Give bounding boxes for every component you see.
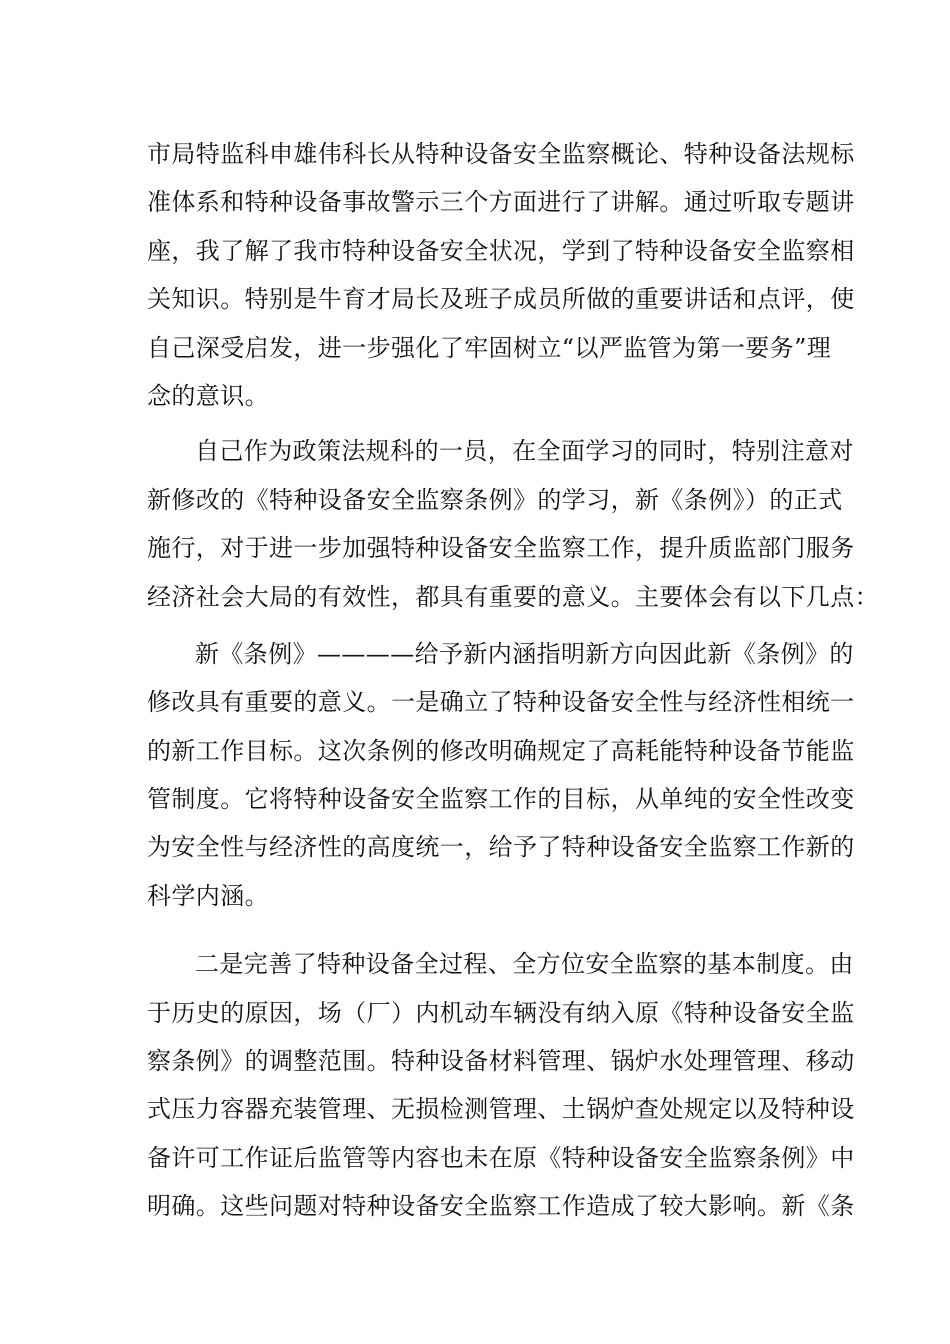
text-line: 备许可工作证后监管等内容也未在原《特种设备安全监察条例》中 (147, 1143, 855, 1172)
text-line: 式压力容器充装管理、无损检测管理、土锅炉查处规定以及特种设 (147, 1095, 855, 1124)
text-line: 科学内涵。 (147, 881, 269, 910)
text-line: 为安全性与经济性的高度统一，给予了特种设备安全监察工作新的 (147, 833, 855, 862)
text-line: 于历史的原因，场（厂）内机动车辆没有纳入原《特种设备安全监 (147, 998, 855, 1027)
text-line: 新修改的《特种设备安全监察条例》的学习，新《条例》）的正式 (147, 485, 843, 514)
text-line: 自己深受启发，进一步强化了牢固树立“以严监管为第一要务”理 (147, 333, 832, 362)
text-line: 自己作为政策法规科的一员，在全面学习的同时，特别注意对 (195, 437, 854, 466)
text-line: 察条例》的调整范围。特种设备材料管理、锅炉水处理管理、移动 (147, 1047, 855, 1076)
text-line: 经济社会大局的有效性，都具有重要的意义。主要体会有以下几点： (147, 582, 879, 611)
text-line: 准体系和特种设备事故警示三个方面进行了讲解。通过听取专题讲 (147, 188, 855, 217)
paragraph-2 (147, 427, 879, 621)
text-line: 管制度。它将特种设备安全监察工作的目标，从单纯的安全性改变 (147, 785, 855, 814)
text-line: 二是完善了特种设备全过程、全方位安全监察的基本制度。由 (195, 950, 854, 979)
text-line: 明确。这些问题对特种设备安全监察工作造成了较大影响。新《条 (147, 1192, 855, 1221)
paragraph-1 (147, 130, 855, 420)
text-line: 新《条例》————给予新内涵指明新方向因此新《条例》的 (195, 639, 854, 668)
text-line: 念的意识。 (147, 381, 269, 410)
text-line: 施行，对于进一步加强特种设备安全监察工作，提升质监部门服务 (147, 534, 855, 563)
text-line: 座，我了解了我市特种设备安全状况，学到了特种设备安全监察相 (147, 236, 855, 265)
document-body (147, 130, 879, 1231)
text-line: 关知识。特别是牛育才局长及班子成员所做的重要讲话和点评，使 (147, 285, 855, 314)
text-line: 市局特监科申雄伟科长从特种设备安全监察概论、特种设备法规标 (147, 140, 855, 168)
text-line: 修改具有重要的意义。一是确立了特种设备安全性与经济性相统一 (147, 688, 855, 717)
text-line: 的新工作目标。这次条例的修改明确规定了高耗能特种设备节能监 (147, 736, 855, 765)
paragraph-3 (147, 630, 855, 920)
paragraph-4 (147, 940, 855, 1230)
